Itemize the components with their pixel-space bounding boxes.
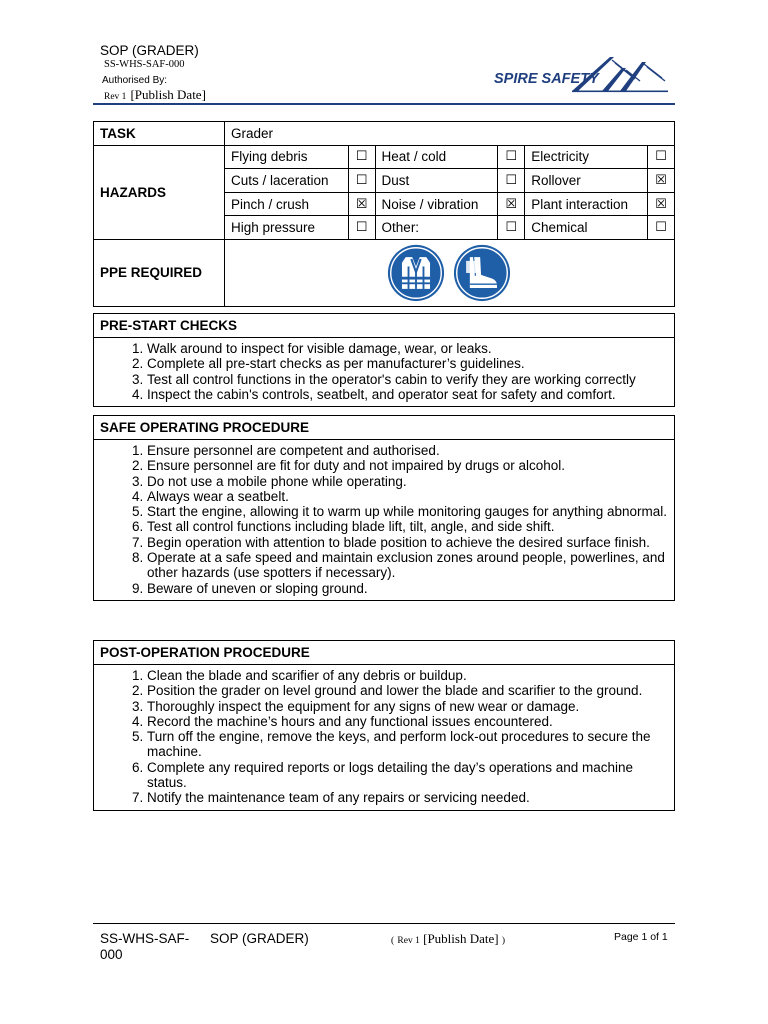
hi-vis-vest-icon [385, 244, 447, 302]
hazard-checkbox[interactable]: ☐ [348, 216, 375, 240]
safety-boots-icon [451, 244, 513, 302]
footer-paren-open: ( [391, 936, 395, 946]
page-number: Page 1 of 1 [614, 931, 668, 943]
footer-revision-number: Rev 1 [397, 936, 420, 946]
list-item: 8. Operate at a safe speed and maintain exclusion zones around people, powerlines, and other hazards (use spotters if necessary). [147, 550, 674, 581]
hazard-name: Rollover [525, 169, 648, 193]
hazard-checkbox[interactable]: ☒ [348, 192, 375, 216]
list-item: 4. Always wear a seatbelt. [147, 489, 674, 504]
task-row [94, 122, 675, 146]
list-item: 1. Walk around to inspect for visible damage, wear, or leaks. [147, 341, 674, 356]
hazard-checkbox[interactable]: ☐ [648, 216, 675, 240]
list-item: 4. Inspect the cabin's controls, seatbelt, and operator seat for safety and comfort. [147, 387, 674, 402]
hazard-name: Flying debris [225, 145, 349, 169]
hazards-label: HAZARDS [94, 145, 225, 239]
hazard-name: Electricity [525, 145, 648, 169]
section-heading: SAFE OPERATING PROCEDURE [94, 416, 674, 440]
footer-rule [93, 923, 675, 924]
safe-operating-procedure-section [93, 415, 675, 601]
section-heading: PRE-START CHECKS [94, 314, 674, 338]
hazard-name: Noise / vibration [375, 192, 498, 216]
list-item: 2. Position the grader on level ground and lower the blade and scarifier to the ground. [147, 683, 674, 698]
hazard-checkbox[interactable]: ☒ [648, 169, 675, 193]
spire-safety-logo [492, 54, 668, 94]
footer-publish-date: [Publish Date] [423, 931, 499, 946]
document-title: SOP (GRADER) [100, 43, 199, 58]
list-item: 1. Ensure personnel are competent and authorised. [147, 443, 674, 458]
hazard-checkbox[interactable]: ☐ [648, 145, 675, 169]
list-item: 5. Start the engine, allowing it to warm up while monitoring gauges for anything abnormal. [147, 504, 674, 519]
hazard-checkbox[interactable]: ☐ [498, 169, 525, 193]
hazard-checkbox[interactable]: ☐ [348, 145, 375, 169]
list-item: 3. Test all control functions in the operator's cabin to verify they are working correctly [147, 372, 674, 387]
hazard-row [94, 145, 675, 169]
publish-date: [Publish Date] [130, 87, 206, 102]
ppe-icons-cell [225, 239, 675, 306]
hazard-name: Dust [375, 169, 498, 193]
list-item: 2. Ensure personnel are fit for duty and not impaired by drugs or alcohol. [147, 458, 674, 473]
hazard-checkbox[interactable]: ☒ [498, 192, 525, 216]
list-item: 6. Test all control functions including blade lift, tilt, angle, and side shift. [147, 519, 674, 534]
task-hazard-table [93, 121, 675, 307]
hazard-name: Plant interaction [525, 192, 648, 216]
hazard-name: Chemical [525, 216, 648, 240]
authorised-by-label: Authorised By: [102, 75, 168, 86]
footer-title: SOP (GRADER) [210, 931, 309, 946]
section-heading: POST-OPERATION PROCEDURE [94, 641, 674, 665]
list-item: 4. Record the machine’s hours and any functional issues encountered. [147, 714, 674, 729]
footer-paren-close: ) [501, 936, 505, 946]
list-item: 6. Complete any required reports or logs detailing the day’s operations and machine status. [147, 760, 674, 791]
list-item: 1. Clean the blade and scarifier of any debris or buildup. [147, 668, 674, 683]
hazard-checkbox[interactable]: ☒ [648, 192, 675, 216]
ppe-label: PPE REQUIRED [94, 239, 225, 306]
revision-number: Rev 1 [104, 92, 127, 102]
task-value: Grader [225, 122, 675, 146]
footer-document-code: SS-WHS-SAF-000 [100, 931, 190, 962]
ppe-row [94, 239, 675, 306]
document-code: SS-WHS-SAF-000 [104, 59, 185, 70]
post-operation-procedure-section [93, 640, 675, 811]
hazard-checkbox[interactable]: ☐ [348, 169, 375, 193]
hazard-checkbox[interactable]: ☐ [498, 145, 525, 169]
list-item: 3. Do not use a mobile phone while operating. [147, 474, 674, 489]
list-item: 3. Thoroughly inspect the equipment for any signs of new wear or damage. [147, 699, 674, 714]
safe-operating-list [94, 440, 674, 600]
hazard-checkbox[interactable]: ☐ [498, 216, 525, 240]
hazard-name: Other: [375, 216, 498, 240]
list-item: 2. Complete all pre-start checks as per manufacturer’s guidelines. [147, 356, 674, 371]
task-label: TASK [94, 122, 225, 146]
pre-start-checks-section [93, 313, 675, 407]
pre-start-list [94, 338, 674, 406]
list-item: 7. Begin operation with attention to blade position to achieve the desired surface finish. [147, 535, 674, 550]
header-rule [93, 103, 675, 105]
hazard-name: Pinch / crush [225, 192, 349, 216]
footer-revision [391, 931, 505, 947]
revision-info [104, 87, 206, 103]
list-item: 5. Turn off the engine, remove the keys, and perform lock-out procedures to secure the machine. [147, 729, 674, 760]
list-item: 9. Beware of uneven or sloping ground. [147, 581, 674, 596]
hazard-name: Cuts / laceration [225, 169, 349, 193]
hazard-name: High pressure [225, 216, 349, 240]
hazard-name: Heat / cold [375, 145, 498, 169]
logo-text: SPIRE SAFETY [494, 71, 599, 87]
post-operation-list [94, 665, 674, 810]
list-item: 7. Notify the maintenance team of any repairs or servicing needed. [147, 790, 674, 805]
